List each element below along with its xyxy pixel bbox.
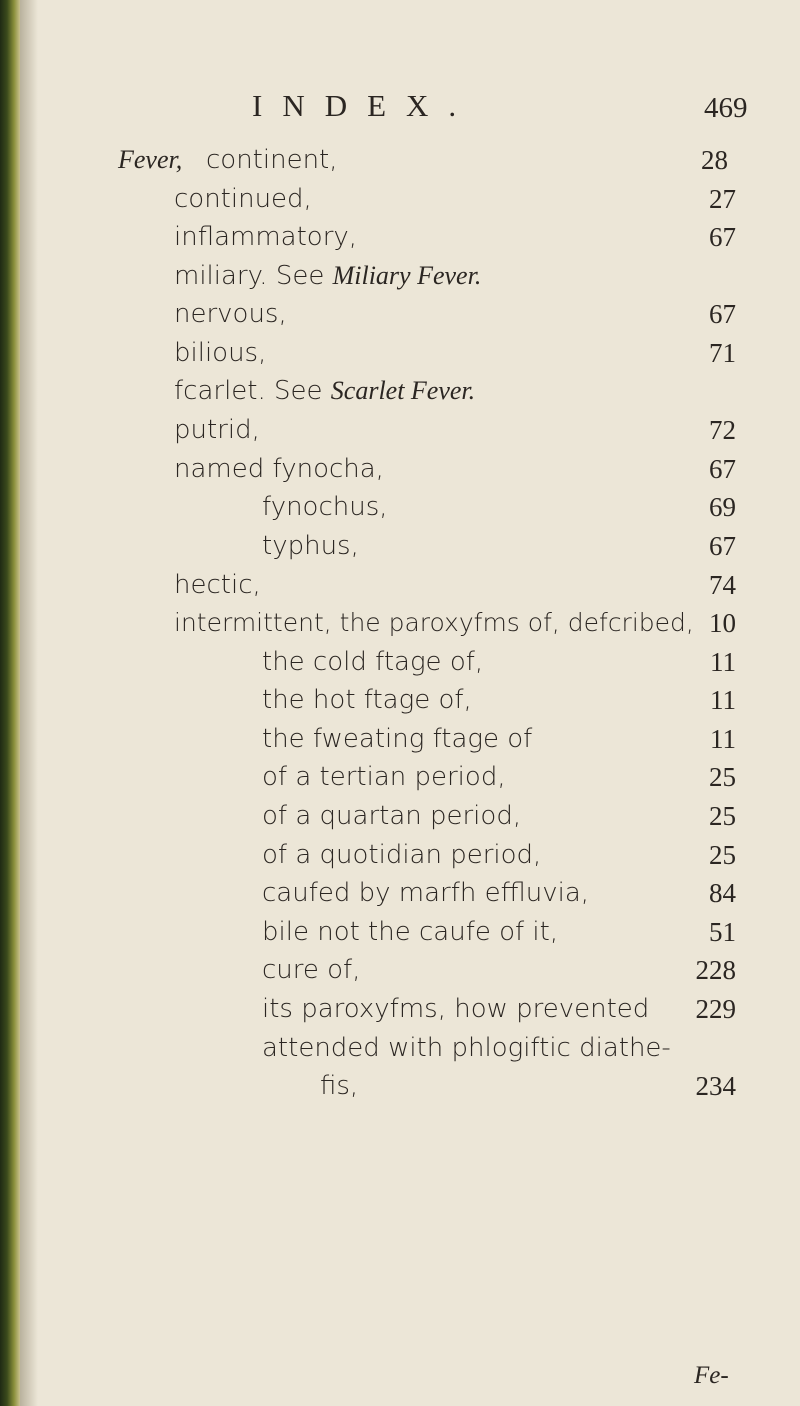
entry-page: 67 — [709, 222, 736, 252]
entry-label: the cold ftage of, — [262, 647, 484, 677]
index-entry — [0, 644, 736, 680]
entry-label: fynochus, — [262, 492, 388, 522]
index-entry — [0, 335, 736, 371]
index-entry — [0, 528, 736, 564]
index-entry — [0, 181, 736, 217]
index-entry — [0, 875, 736, 911]
entry-label: its paroxyfms, how prevented — [262, 994, 650, 1024]
entry-label: typhus, — [262, 531, 359, 561]
entry-page: 11 — [710, 685, 736, 715]
index-entry — [0, 567, 736, 603]
entry-label — [174, 258, 481, 294]
entry-label: the hot ftage of, — [262, 685, 472, 715]
index-entry — [0, 489, 736, 525]
entry-page: 11 — [710, 647, 736, 677]
entry-page: 234 — [695, 1071, 736, 1101]
entry-label: the fweating ftage of — [262, 724, 533, 754]
entry-page: 51 — [709, 917, 736, 947]
entry-page: 25 — [709, 762, 736, 792]
page-number: 469 — [704, 92, 748, 124]
entry-label: continent, — [206, 145, 338, 175]
entry-label: bile not the caufe of it, — [262, 917, 559, 947]
index-entry — [0, 412, 736, 448]
entry-page: 28 — [701, 145, 728, 175]
index-entry — [0, 142, 728, 178]
entry-label: of a quotidian period, — [262, 840, 542, 870]
index-entry — [0, 682, 736, 718]
entry-page: 84 — [709, 878, 736, 908]
entry-label: named fynocha, — [174, 454, 384, 484]
entry-label: continued, — [174, 184, 312, 214]
entry-label: inflammatory, — [174, 222, 358, 252]
entry-page: 228 — [695, 955, 736, 985]
index-entry — [0, 451, 736, 487]
entry-label — [174, 373, 475, 409]
entry-headword: Fever, — [118, 145, 183, 174]
index-entry — [0, 296, 736, 332]
entry-label: intermittent, the paroxyfms of, defcribed, — [174, 608, 694, 637]
entry-page: 72 — [709, 415, 736, 445]
entry-label: hectic, — [174, 570, 261, 600]
entry-page: 25 — [709, 801, 736, 831]
entry-page: 27 — [709, 184, 736, 214]
index-entry — [0, 258, 736, 294]
entry-label: putrid, — [174, 415, 260, 445]
entry-page: 67 — [709, 454, 736, 484]
entry-page: 67 — [709, 531, 736, 561]
cross-reference: Miliary Fever. — [332, 261, 482, 290]
entry-page: 229 — [695, 994, 736, 1024]
index-entry — [0, 914, 736, 950]
entry-label: caufed by marfh effluvia, — [262, 878, 590, 908]
index-entry — [0, 837, 736, 873]
entry-page: 71 — [709, 338, 736, 368]
index-entry — [0, 605, 736, 641]
page-header — [0, 88, 800, 128]
entry-label: of a quartan period, — [262, 801, 522, 831]
catchword: Fe- — [694, 1362, 729, 1389]
entry-label: bilious, — [174, 338, 267, 368]
entry-label: nervous, — [174, 299, 287, 329]
entry-text: miliary. See — [174, 261, 333, 291]
entry-label: cure of, — [262, 955, 361, 985]
index-entry — [0, 952, 736, 988]
index-entry — [0, 1030, 736, 1066]
index-entry — [0, 1068, 736, 1104]
entry-page: 69 — [709, 492, 736, 522]
entry-page: 11 — [710, 724, 736, 754]
cross-reference: Scarlet Fever. — [330, 376, 476, 405]
entry-page: 74 — [709, 570, 736, 600]
index-entry — [0, 721, 736, 757]
entry-label: attended with phlogiftic diathe- — [262, 1033, 671, 1063]
entry-label: of a tertian period, — [262, 762, 506, 792]
index-entry — [0, 798, 736, 834]
index-entry — [0, 991, 736, 1027]
page-title: INDEX. — [252, 88, 477, 123]
entry-page: 25 — [709, 840, 736, 870]
index-entry — [0, 373, 736, 409]
entry-label: fis, — [320, 1071, 359, 1101]
entry-text: fcarlet. See — [174, 376, 331, 406]
index-entry — [0, 759, 736, 795]
entry-page: 67 — [709, 299, 736, 329]
entry-page: 10 — [709, 608, 736, 638]
index-entry — [0, 219, 736, 255]
